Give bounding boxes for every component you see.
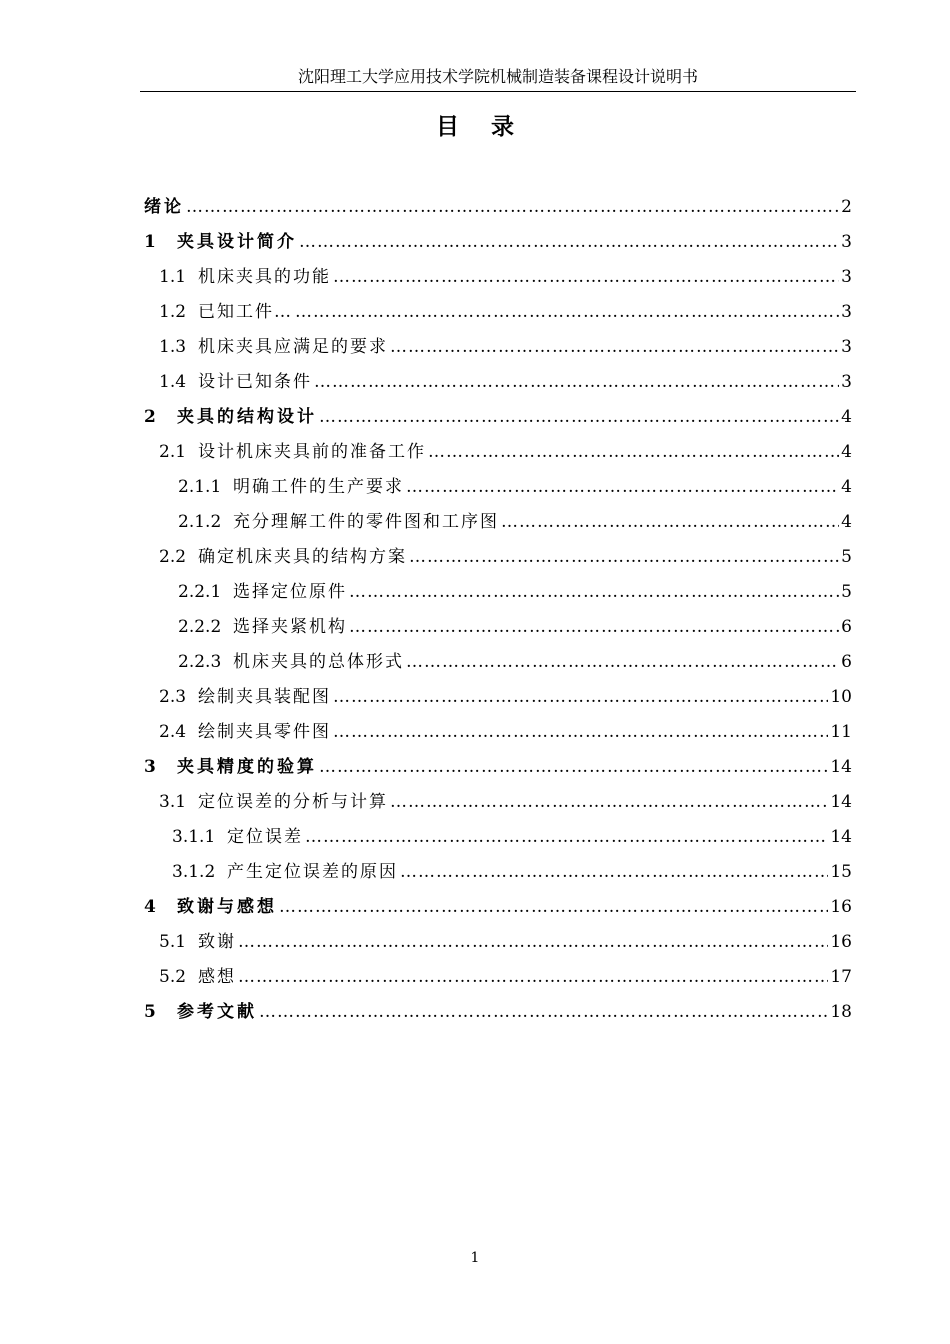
toc-entry[interactable] [144, 855, 852, 890]
toc-entry-page: 15 [830, 862, 852, 882]
toc-entry-number: 2.1.2 [178, 512, 222, 532]
toc-entry-number: 1.2 [159, 302, 187, 322]
toc-entry[interactable] [144, 645, 852, 680]
toc-entry[interactable] [144, 785, 852, 820]
toc-entry[interactable] [144, 680, 852, 715]
toc-entry-label: 夹具精度的验算 [177, 757, 317, 777]
toc-entry-label: 夹具的结构设计 [177, 407, 317, 427]
toc-entry-label: 绘制夹具装配图 [198, 687, 331, 707]
toc-entry-page: 3 [841, 267, 852, 287]
toc-leader-dots [259, 995, 828, 1030]
toc-entry-page: 4 [841, 442, 852, 462]
toc-entry[interactable] [144, 505, 852, 540]
toc-entry-page: 3 [841, 302, 852, 322]
toc-entry-label: 致谢 [198, 932, 236, 952]
page-number: 1 [470, 1250, 480, 1266]
toc-entry-number: 1.1 [159, 267, 187, 287]
toc-leader-dots [390, 785, 828, 820]
toc-entry-page: 4 [841, 512, 852, 532]
toc-leader-dots [333, 260, 839, 295]
toc-leader-dots [406, 645, 839, 680]
toc-entry-page: 3 [841, 337, 852, 357]
toc-entry[interactable] [144, 260, 852, 295]
toc-entry-number: 1.4 [159, 372, 187, 392]
toc-entry-label: 定位误差 [227, 827, 303, 847]
toc-leader-dots [409, 540, 839, 575]
toc-entry-label: 绘制夹具零件图 [198, 722, 331, 742]
toc-entry-page: 16 [830, 897, 852, 917]
toc-entry-label: 夹具设计简介 [177, 232, 297, 252]
toc-leader-dots [319, 400, 839, 435]
toc-entry-number: 4 [144, 897, 156, 917]
toc-entry-label: 定位误差的分析与计算 [198, 792, 388, 812]
toc-entry-label: 感想 [198, 967, 236, 987]
toc-entry[interactable] [144, 750, 852, 785]
toc-entry-number: 5 [144, 1002, 156, 1022]
toc-entry[interactable] [144, 470, 852, 505]
toc-leader-dots [390, 330, 839, 365]
toc-entry-number: 2 [144, 407, 156, 427]
toc-leader-dots [501, 505, 839, 540]
toc-entry-number: 2.1.1 [178, 477, 222, 497]
toc-leader-dots [400, 855, 828, 890]
toc-entry-number: 5.1 [159, 932, 187, 952]
toc-entry-number: 2.3 [159, 687, 187, 707]
running-header: 沈阳理工大学应用技术学院机械制造装备课程设计说明书 [297, 67, 698, 86]
toc-entry[interactable] [144, 960, 852, 995]
toc-leader-dots [406, 470, 839, 505]
toc-entry[interactable] [144, 575, 852, 610]
toc-entry-label: 选择夹紧机构 [233, 617, 347, 637]
header-rule [140, 91, 856, 92]
toc-entry-number: 5.2 [159, 967, 187, 987]
toc-entry-number: 2.2.2 [178, 617, 222, 637]
toc-entry-label: 已知工件… [198, 302, 293, 322]
toc-entry-page: 11 [830, 722, 852, 742]
toc-entry-label: 选择定位原件 [233, 582, 347, 602]
toc-entry[interactable] [144, 610, 852, 645]
toc-entry[interactable] [144, 540, 852, 575]
toc-entry[interactable] [144, 435, 852, 470]
toc-entry-label: 参考文献 [177, 1002, 257, 1022]
toc-entry[interactable] [144, 400, 852, 435]
toc-leader-dots [333, 680, 828, 715]
toc-leader-dots [319, 750, 828, 785]
toc-leader-dots [349, 575, 839, 610]
toc-leader-dots [186, 190, 839, 225]
toc-entry-label: 确定机床夹具的结构方案 [198, 547, 407, 567]
toc-leader-dots [295, 295, 839, 330]
toc-entry-number: 3.1 [159, 792, 187, 812]
toc-entry-page: 4 [841, 407, 852, 427]
toc-entry-page: 2 [841, 197, 852, 217]
toc-entry-label: 明确工件的生产要求 [233, 477, 404, 497]
toc-entry-page: 3 [841, 232, 852, 252]
toc-entry[interactable] [144, 925, 852, 960]
toc-entry-label: 设计机床夹具前的准备工作 [198, 442, 426, 462]
toc-entry-label: 致谢与感想 [177, 897, 277, 917]
toc-entry-number: 2.2 [159, 547, 187, 567]
toc-entry[interactable] [144, 330, 852, 365]
toc-leader-dots [305, 820, 828, 855]
toc-leader-dots [279, 890, 828, 925]
toc-entry-label: 绪论 [144, 197, 184, 217]
toc-entry-page: 14 [830, 757, 852, 777]
toc-entry[interactable] [144, 715, 852, 750]
toc-leader-dots [238, 960, 828, 995]
toc-entry-number: 2.2.3 [178, 652, 222, 672]
toc-title: 目 录 [435, 114, 526, 140]
toc-entry-page: 14 [830, 792, 852, 812]
toc-entry-number: 2.1 [159, 442, 187, 462]
toc-entry-label: 充分理解工件的零件图和工序图 [233, 512, 499, 532]
toc-entry-page: 16 [830, 932, 852, 952]
toc-entry[interactable] [144, 820, 852, 855]
toc-entry-number: 2.2.1 [178, 582, 222, 602]
toc-entry-page: 10 [830, 687, 852, 707]
toc-leader-dots [349, 610, 839, 645]
toc-entry-number: 3.1.1 [172, 827, 216, 847]
toc-leader-dots [238, 925, 828, 960]
toc-entry-page: 4 [841, 477, 852, 497]
toc-leader-dots [428, 435, 839, 470]
toc-entry-label: 机床夹具应满足的要求 [198, 337, 388, 357]
toc-entry-number: 3 [144, 757, 156, 777]
toc-entry-page: 5 [841, 547, 852, 567]
toc-entry-label: 设计已知条件 [198, 372, 312, 392]
table-of-contents [144, 190, 852, 1030]
toc-entry[interactable] [144, 995, 852, 1030]
toc-entry-label: 产生定位误差的原因 [227, 862, 398, 882]
toc-entry-label: 机床夹具的功能 [198, 267, 331, 287]
toc-entry-page: 6 [841, 617, 852, 637]
toc-entry-label: 机床夹具的总体形式 [233, 652, 404, 672]
toc-entry-page: 17 [830, 967, 852, 987]
toc-entry-number: 3.1.2 [172, 862, 216, 882]
toc-entry[interactable] [144, 295, 852, 330]
toc-entry-number: 1 [144, 232, 156, 252]
toc-entry-page: 18 [830, 1002, 852, 1022]
toc-entry-number: 2.4 [159, 722, 187, 742]
toc-entry-page: 5 [841, 582, 852, 602]
toc-entry-page: 6 [841, 652, 852, 672]
toc-leader-dots [314, 365, 839, 400]
toc-entry[interactable] [144, 890, 852, 925]
toc-entry[interactable] [144, 365, 852, 400]
toc-entry[interactable] [144, 225, 852, 260]
toc-entry-number: 1.3 [159, 337, 187, 357]
toc-entry-page: 14 [830, 827, 852, 847]
toc-leader-dots [333, 715, 828, 750]
toc-leader-dots [299, 225, 839, 260]
toc-entry-page: 3 [841, 372, 852, 392]
toc-entry[interactable] [144, 190, 852, 225]
